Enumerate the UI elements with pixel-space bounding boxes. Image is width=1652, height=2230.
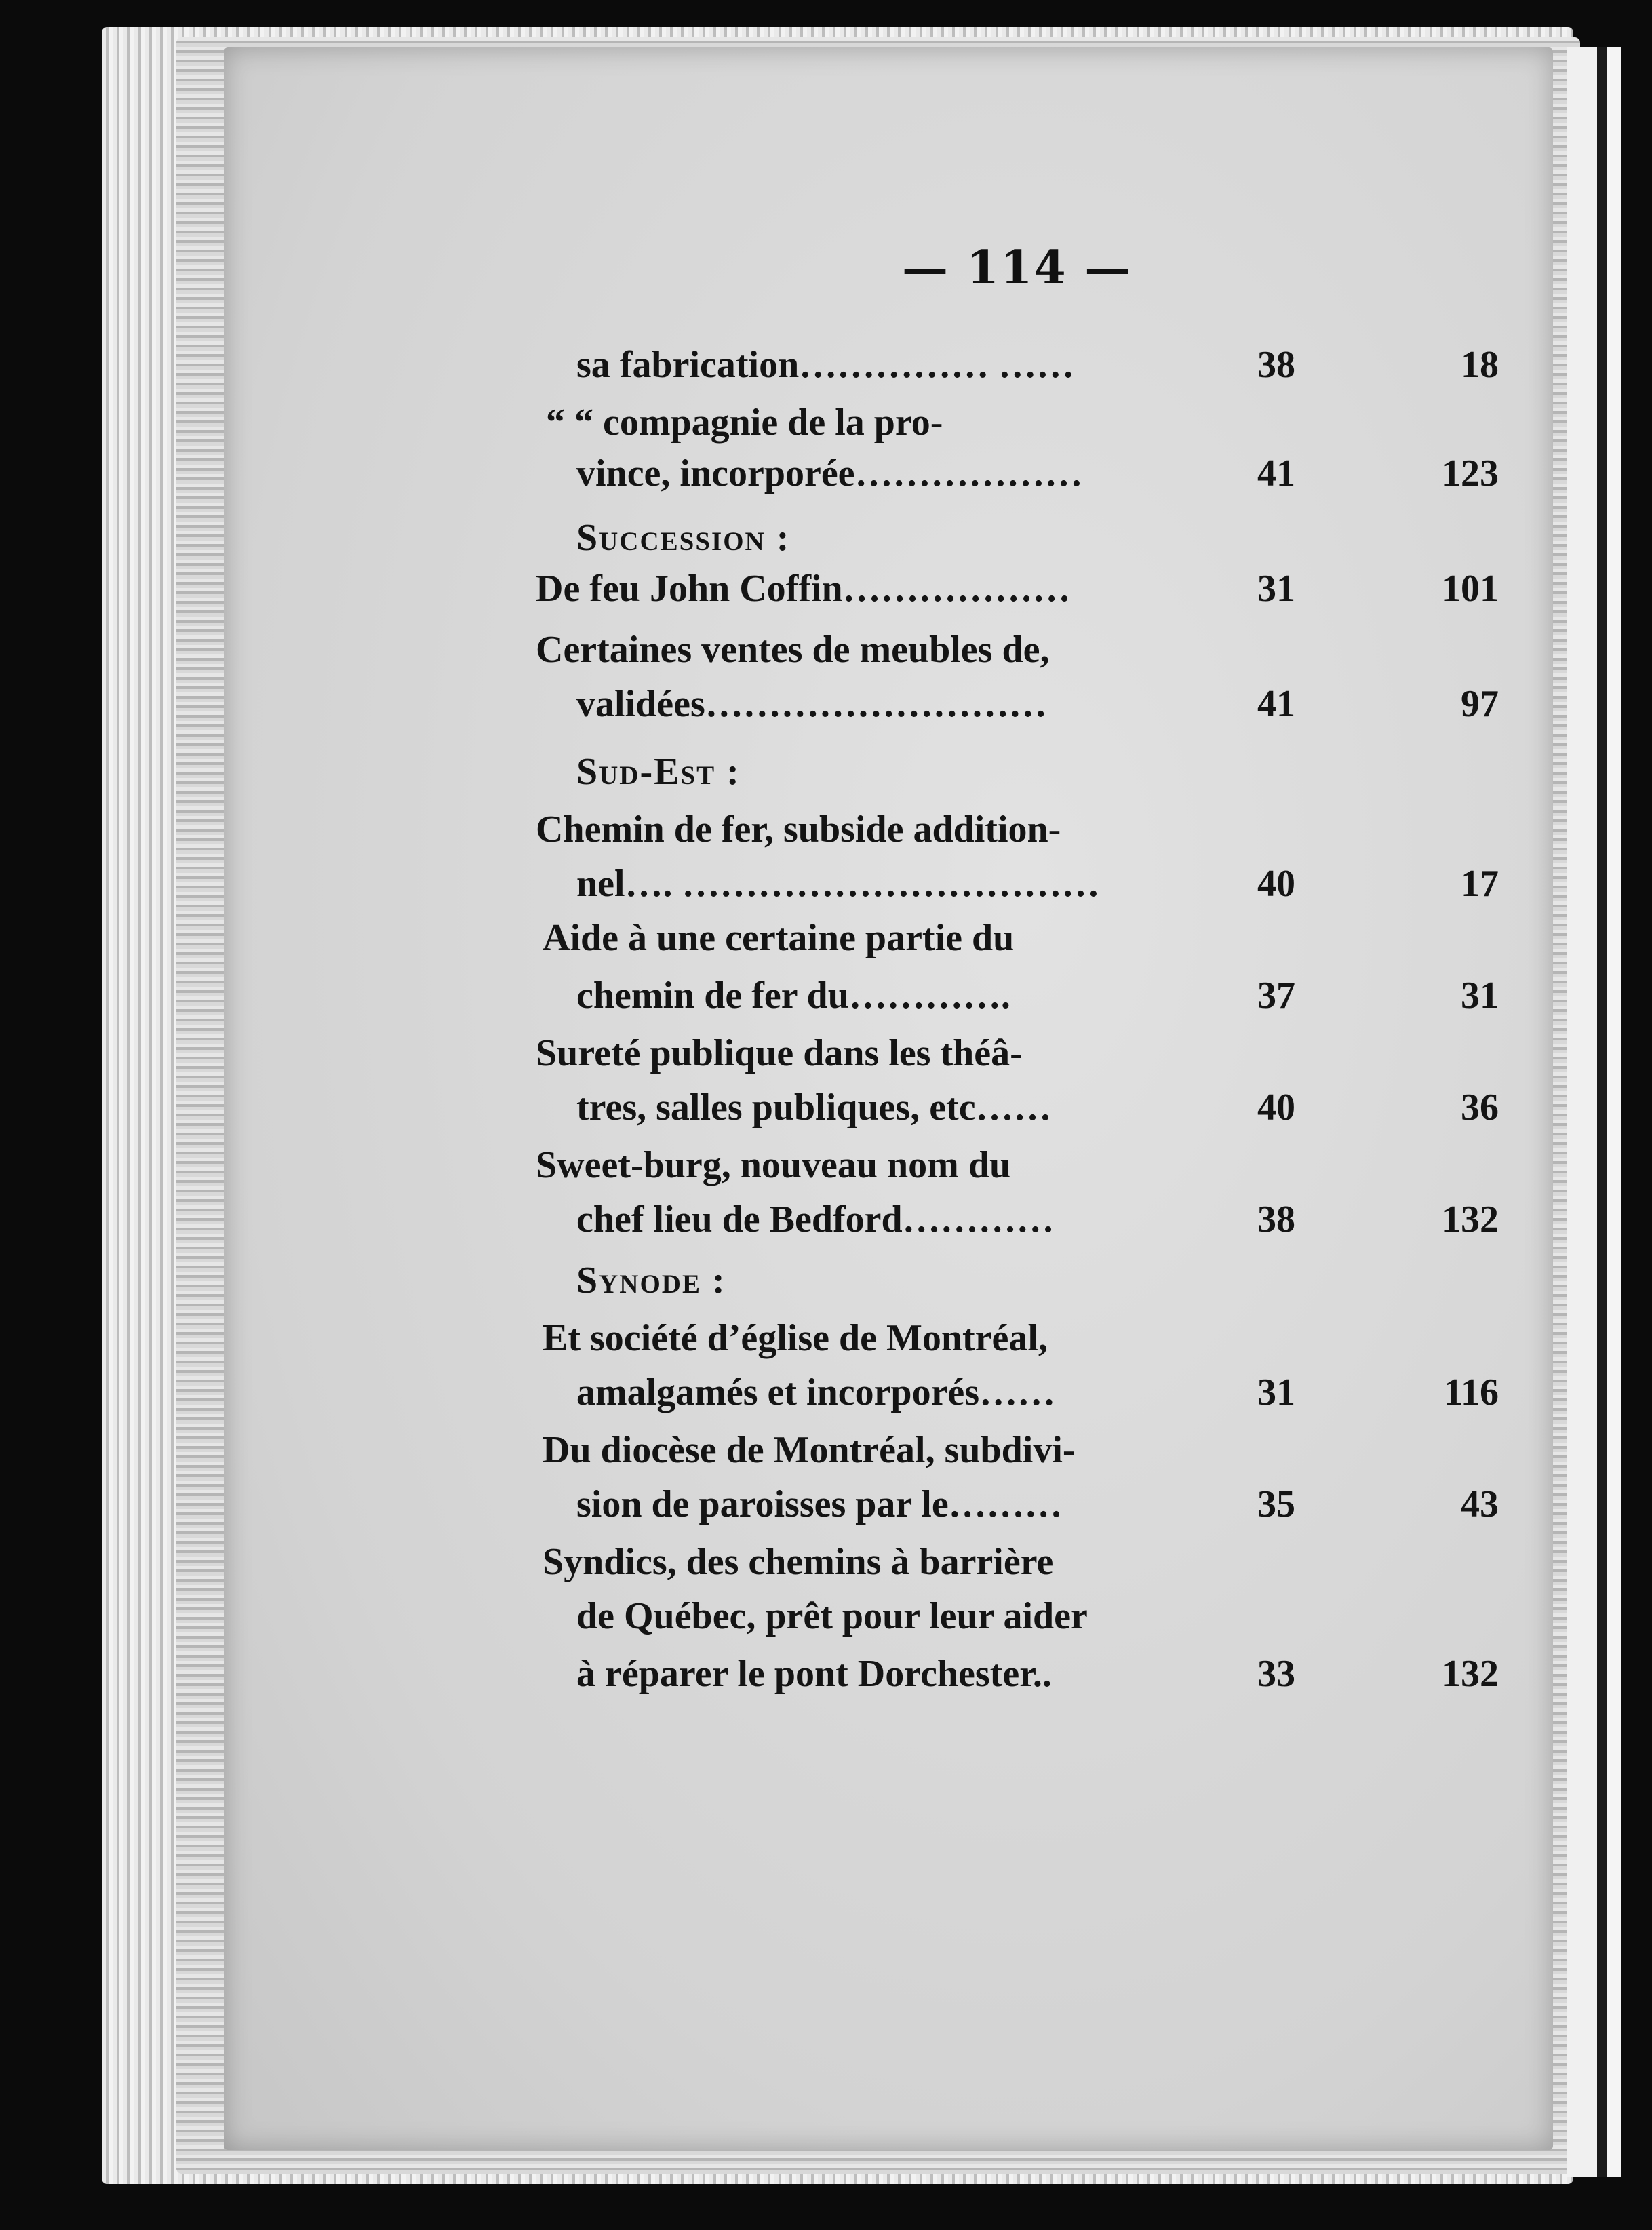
volume-number: 40: [1257, 1087, 1295, 1129]
volume-number: 35: [1257, 1483, 1295, 1525]
entry-text: Sud-Est :: [576, 751, 741, 793]
chapter-number: 123: [1442, 452, 1499, 494]
volume-number: 41: [1257, 452, 1295, 494]
entry-text: Sweet-burg, nouveau nom du: [536, 1144, 1011, 1186]
volume-number: 31: [1257, 568, 1295, 610]
chapter-number: 43: [1461, 1483, 1499, 1525]
volume-number: 31: [1257, 1371, 1295, 1413]
chapter-number: 132: [1442, 1198, 1499, 1240]
entry-text: validées………………………: [576, 683, 1047, 725]
entry-text: Chemin de fer, subside addition-: [536, 808, 1061, 850]
entry-text: Et société d’église de Montréal,: [543, 1317, 1048, 1359]
entry-text: De feu John Coffin………………: [536, 568, 1071, 610]
entry-text: amalgamés et incorporés……: [576, 1371, 1056, 1413]
chapter-number: 97: [1461, 683, 1499, 725]
volume-number: 41: [1257, 683, 1295, 725]
book-binding-edge: [1567, 47, 1621, 2177]
entry-text: à réparer le pont Dorchester..: [576, 1653, 1052, 1695]
entry-text: Syndics, des chemins à barrière: [543, 1541, 1054, 1583]
entry-text: chef lieu de Bedford…………: [576, 1198, 1055, 1240]
entry-text: Du diocèse de Montréal, subdivi-: [543, 1429, 1076, 1471]
entry-text: “ “ compagnie de la pro-: [546, 402, 943, 444]
volume-number: 37: [1257, 975, 1295, 1017]
chapter-number: 116: [1444, 1371, 1499, 1413]
chapter-number: 17: [1461, 863, 1499, 905]
entry-text: Synode :: [576, 1259, 726, 1302]
volume-number: 38: [1257, 1198, 1295, 1240]
entry-text: sion de paroisses par le………: [576, 1483, 1063, 1525]
entry-text: sa fabrication…………… ……: [576, 344, 1075, 386]
entry-text: tres, salles publiques, etc……: [576, 1087, 1052, 1129]
entry-text: nel…. ……………………………: [576, 863, 1100, 905]
entry-text: Certaines ventes de meubles de,: [536, 629, 1050, 671]
entry-text: Sureté publique dans les théâ-: [536, 1032, 1023, 1074]
chapter-number: 132: [1442, 1653, 1499, 1695]
page-number: — 114 —: [902, 241, 1133, 295]
volume-number: 38: [1257, 344, 1295, 386]
chapter-number: 36: [1461, 1087, 1499, 1129]
entry-text: Aide à une certaine partie du: [543, 917, 1015, 959]
entry-text: Succession :: [576, 517, 791, 559]
entry-text: vince, incorporée………………: [576, 452, 1083, 494]
entry-text: de Québec, prêt pour leur aider: [576, 1595, 1088, 1637]
chapter-number: 31: [1461, 975, 1499, 1017]
chapter-number: 18: [1461, 344, 1499, 386]
volume-number: 40: [1257, 863, 1295, 905]
volume-number: 33: [1257, 1653, 1295, 1695]
chapter-number: 101: [1442, 568, 1499, 610]
entry-text: chemin de fer du………….: [576, 975, 1010, 1017]
